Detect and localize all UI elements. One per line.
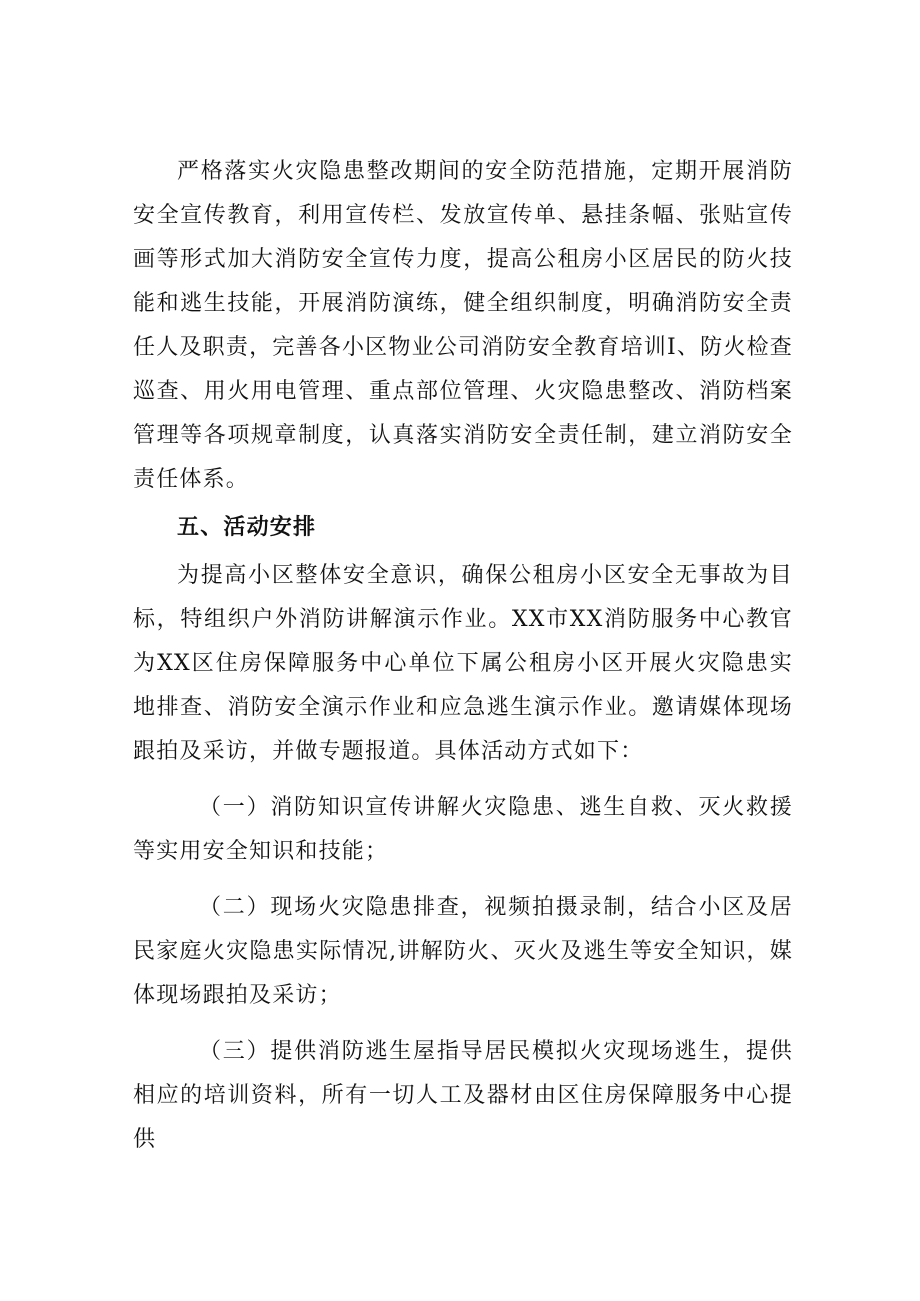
document-page: [133, 150, 793, 1162]
list-item-1: （一）消防知识宣传讲解火灾隐患、逃生自救、灭火救援等实用安全知识和技能；: [133, 795, 793, 864]
list-item-3: （三）提供消防逃生屋指导居民模拟火灾现场逃生，提供相应的培训资料，所有一切人工及器材由区住房保障服务中心提供: [133, 1039, 793, 1152]
paragraph-safety-measures: 严格落实火灾隐患整改期间的安全防范措施，定期开展消防安全宣传教育，利用宣传栏、发放宣传单、悬挂条幅、张贴宣传画等形式加大消防安全宣传力度，提高公租房小区居民的防火技能和逃生技能，开展消防演练，健全组织制度，明确消防安全责任人及职责，完善各小区物业公司消防安全教育培训I、防火检查巡查、用火用电管理、重点部位管理、火灾隐患整改、消防档案管理等各项规章制度，认真落实消防安全责任制，建立消防安全责任体系。: [133, 159, 793, 492]
list-item-2: （二）现场火灾隐患排查，视频拍摄录制，结合小区及居民家庭火灾隐患实际情况,讲解防火、灭火及逃生等安全知识，媒体现场跟拍及采访；: [133, 895, 793, 1008]
section-heading: 五、活动安排: [177, 515, 317, 540]
paragraph-activity-intro: 为提高小区整体安全意识，确保公租房小区安全无事故为目标，特组织户外消防讲解演示作业。XX市XX消防服务中心教官为XX区住房保障服务中心单位下属公租房小区开展火灾隐患实地排查、消防安全演示作业和应急逃生演示作业。邀请媒体现场跟拍及采访，并做专题报道。具体活动方式如下：: [133, 563, 793, 764]
